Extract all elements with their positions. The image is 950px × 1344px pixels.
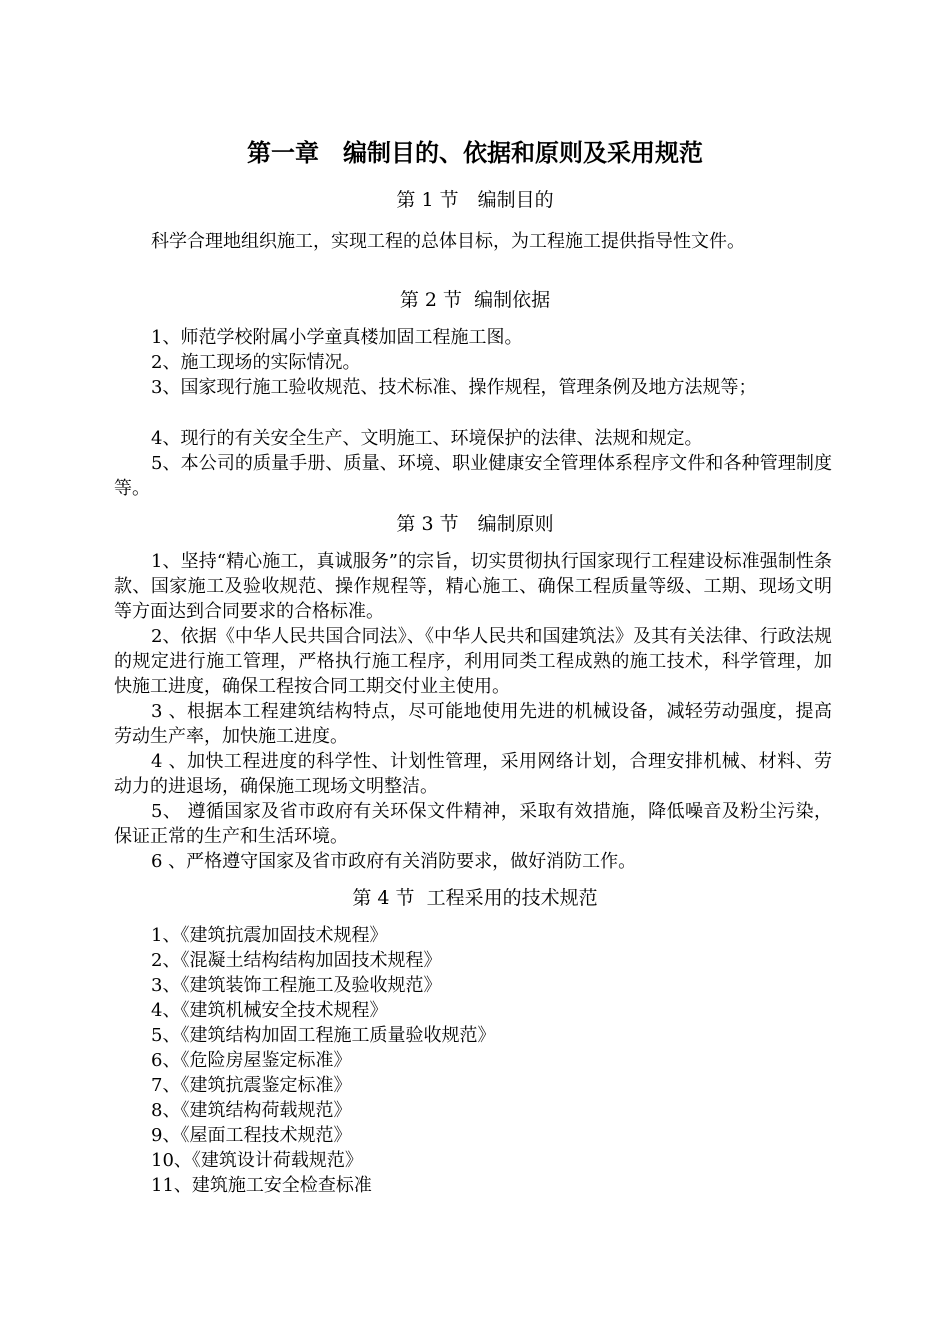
- section-2-paragraph-1: 1、师范学校附属小学童真楼加固工程施工图。: [151, 327, 523, 348]
- standard-list-item: 8、《建筑结构荷载规范》: [151, 1100, 352, 1121]
- standard-list-item: 3、《建筑装饰工程施工及验收规范》: [151, 975, 442, 996]
- section-3-paragraph-1: 1、坚持“精心施工，真诚服务”的宗旨，切实贯彻执行国家现行工程建设标准强制性条款、国家施工及验收规范、操作规程等，精心施工、确保工程质量等级、工期、现场文明等方面达到合同要求的合格标准。: [114, 551, 832, 622]
- section-1-paragraph-1: 科学合理地组织施工，实现工程的总体目标，为工程施工提供指导性文件。: [151, 231, 745, 252]
- section-2-paragraph-5: 5、本公司的质量手册、质量、环境、职业健康安全管理体系程序文件和各种管理制度等。: [114, 453, 832, 499]
- section-2-paragraph-3: 3、国家现行施工验收规范、技术标准、操作规程，管理条例及地方法规等；: [151, 377, 757, 398]
- section-2-paragraph-2: 2、施工现场的实际情况。: [151, 352, 361, 373]
- standard-list-item: 2、《混凝土结构结构加固技术规程》: [151, 950, 442, 971]
- section-2-paragraph-4: 4、现行的有关安全生产、文明施工、环境保护的法律、法规和规定。: [151, 428, 703, 449]
- section-title-3: 第 3 节 编制原则: [396, 513, 554, 535]
- section-3-paragraph-5: 5、 遵循国家及省市政府有关环保文件精神，采取有效措施，降低噪音及粉尘污染，保证正常的生产和生活环境。: [114, 801, 832, 847]
- section-title-4: 第 4 节 工程采用的技术规范: [352, 887, 598, 909]
- standard-list-item: 6、《危险房屋鉴定标准》: [151, 1050, 352, 1071]
- standard-list-item: 4、《建筑机械安全技术规程》: [151, 1000, 388, 1021]
- standard-list-item: 9、《屋面工程技术规范》: [151, 1125, 352, 1146]
- section-title-1: 第 1 节 编制目的: [396, 189, 554, 211]
- section-3-paragraph-6: 6 、严格遵守国家及省市政府有关消防要求，做好消防工作。: [151, 851, 637, 872]
- section-3-paragraph-2: 2、依据《中华人民共国合同法》、《中华人民共和国建筑法》及其有关法律、行政法规的规定进行施工管理，严格执行施工程序，利用同类工程成熟的施工技术，科学管理，加快施工进度，确保工程按合同工期交付业主使用。: [114, 626, 832, 697]
- section-3-paragraph-3: 3 、根据本工程建筑结构特点，尽可能地使用先进的机械设备，减轻劳动强度，提高劳动生产率，加快施工进度。: [114, 701, 832, 747]
- section-title-2: 第 2 节 编制依据: [399, 289, 551, 311]
- standard-list-item: 7、《建筑抗震鉴定标准》: [151, 1075, 352, 1096]
- chapter-title: 第一章 编制目的、依据和原则及采用规范: [247, 138, 703, 167]
- standard-list-item: 10、《建筑设计荷载规范》: [151, 1150, 363, 1171]
- standard-list-item: 11、建筑施工安全检查标准: [151, 1175, 372, 1196]
- section-3-paragraph-4: 4 、加快工程进度的科学性、计划性管理，采用网络计划，合理安排机械、材料、劳动力的进退场，确保施工现场文明整洁。: [114, 751, 832, 797]
- standard-list-item: 5、《建筑结构加固工程施工质量验收规范》: [151, 1025, 496, 1046]
- standard-list-item: 1、《建筑抗震加固技术规程》: [151, 925, 388, 946]
